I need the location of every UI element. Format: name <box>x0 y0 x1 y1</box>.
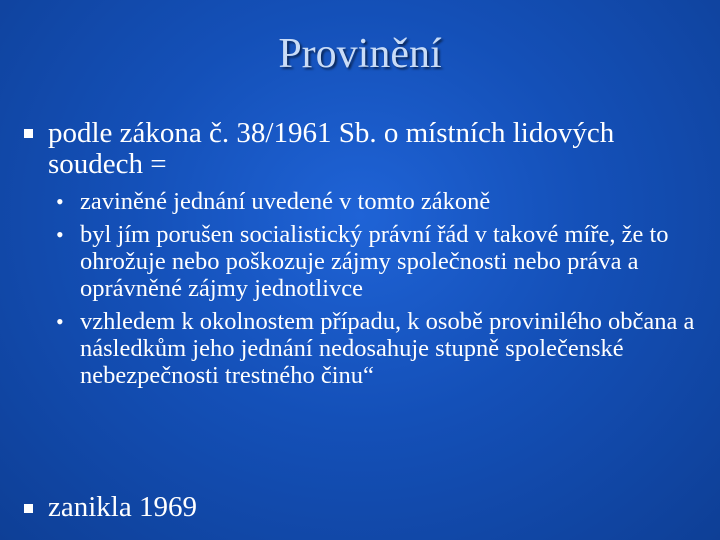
slide-title: Provinění <box>278 31 442 77</box>
sub-bullet-item <box>56 221 716 302</box>
sub-bullet-text: vzhledem k okolnostem případu, k osobě provinilého občana a následkům jeho jednání nedosahuje stupně společenské nebezpečnosti trestného činu“ <box>80 308 695 389</box>
bullet-text: zanikla 1969 <box>48 491 197 523</box>
dot-bullet-icon: • <box>56 309 64 334</box>
sub-bullet-item <box>56 308 716 389</box>
sub-bullet-text: byl jím porušen socialistický právní řád v takové míře, že to ohrožuje nebo poškozuje zájmy společnosti nebo práva a oprávněné zájmy jednotlivce <box>80 221 669 302</box>
sub-bullet-text: zaviněné jednání uvedené v tomto zákoně <box>80 188 491 215</box>
sub-bullet-list <box>56 188 716 389</box>
bullet-text: podle zákona č. 38/1961 Sb. o místních lidových soudech = <box>48 117 615 180</box>
dot-bullet-icon: • <box>56 189 64 214</box>
sub-bullet-item <box>56 188 716 215</box>
square-bullet-icon <box>24 129 33 138</box>
square-bullet-icon <box>24 504 33 513</box>
dot-bullet-icon: • <box>56 222 64 247</box>
